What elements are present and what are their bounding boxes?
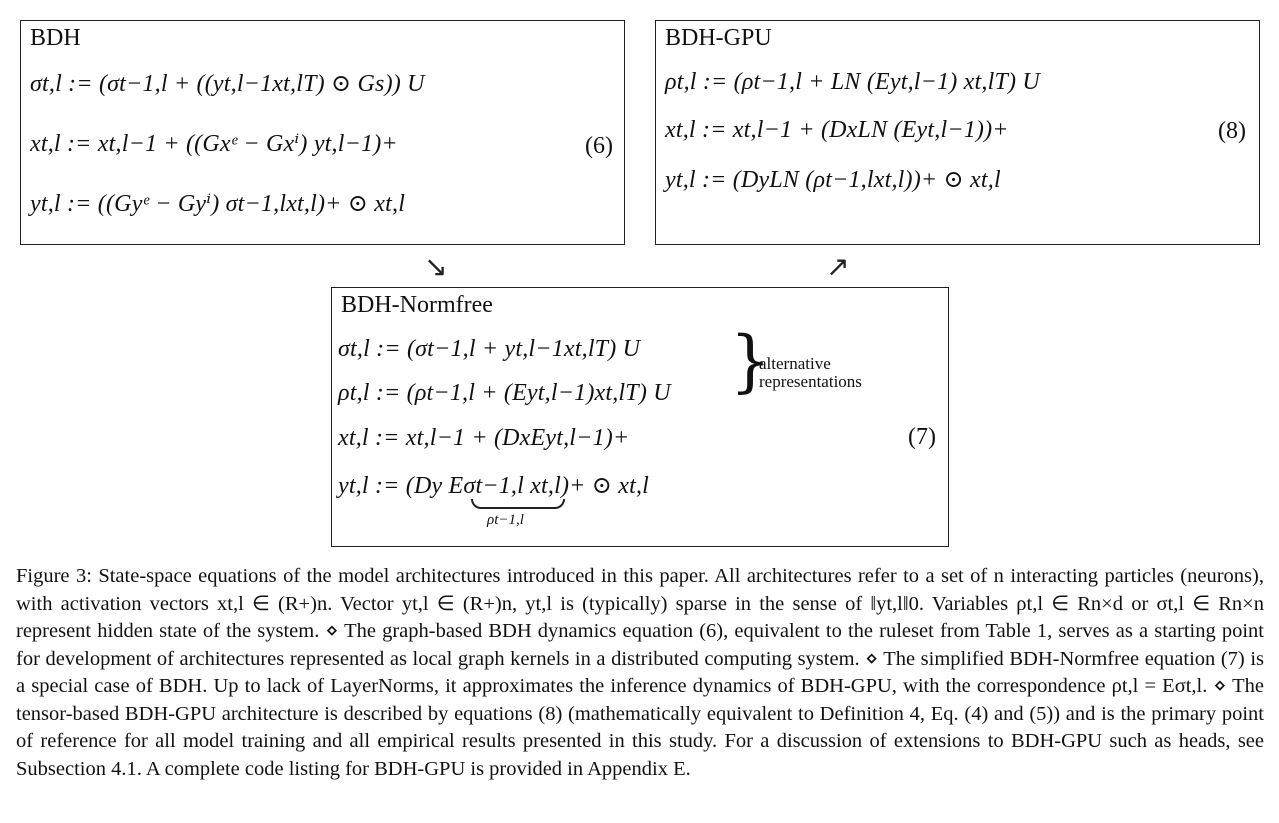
bdh-normfree-equation-x: xt,l := xt,l−1 + (DxEyt,l−1)+	[338, 425, 630, 451]
bdh-normfree-box	[331, 287, 949, 547]
bdh-normfree-equation-rho: ρt,l := (ρt−1,l + (Eyt,l−1)xt,lT) U	[338, 380, 671, 406]
bdh-gpu-equation-number: (8)	[1218, 118, 1246, 144]
arrow-up-right-icon: ↗	[826, 250, 850, 283]
right-brace-icon: }	[730, 323, 771, 401]
bdh-gpu-equation-rho: ρt,l := (ρt−1,l + LN (Eyt,l−1) xt,lT) U	[665, 69, 1040, 95]
bdh-gpu-equation-y: yt,l := (DyLN (ρt−1,lxt,l))+ ⊙ xt,l	[665, 167, 1001, 193]
bdh-normfree-equation-sigma: σt,l := (σt−1,l + yt,l−1xt,lT) U	[338, 336, 641, 362]
bdh-equation-sigma: σt,l := (σt−1,l + ((yt,l−1xt,lT) ⊙ Gs)) U	[30, 71, 425, 97]
alternative-label: alternative	[759, 354, 831, 373]
bdh-gpu-title: BDH-GPU	[665, 25, 772, 51]
bdh-equation-x: xt,l := xt,l−1 + ((Gxᵉ − Gxⁱ) yt,l−1)+	[30, 131, 398, 157]
bdh-normfree-equation-y: yt,l := (Dy Eσt−1,l xt,l)+ ⊙ xt,l	[338, 473, 650, 499]
figure-caption: Figure 3: State-space equations of the model architectures introduced in this paper. All architectures refer to a set of n interacting particles (neurons), with activation vectors xt,l ∈ (R+)n. Vector yt,l ∈ (R+)n, yt,l is (typically) sparse in the sense of ‖yt,l‖0. Variables ρt,l ∈ Rn×d or σt,l ∈ Rn×n represent hidden state of the system. ⋄ The graph-based BDH dynamics equation (6), equivalent to the ruleset from Table 1, serves as a starting point for development of architectures represented as local graph kernels in a distributed computing system. ⋄ The simplified BDH-Normfree equation (7) is a special case of BDH. Up to lack of LayerNorms, it approximates the inference dynamics of BDH-GPU, with the correspondence ρt,l = Eσt,l. ⋄ The tensor-based BDH-GPU architecture is described by equations (8) (mathematically equivalent to Definition 4, Eq. (4) and (5)) and is the primary point of reference for all model training and all empirical results presented in this study. For a discussion of extensions to BDH-GPU such as heads, see Subsection 4.1. A complete code listing for BDH-GPU is provided in Appendix E.	[16, 565, 1264, 780]
underbrace	[471, 499, 565, 509]
arrow-down-right-icon: ↘	[424, 250, 448, 283]
bdh-normfree-equation-number: (7)	[908, 424, 936, 450]
bdh-gpu-box	[655, 20, 1260, 245]
bdh-equation-number: (6)	[585, 133, 613, 159]
bdh-title: BDH	[30, 25, 81, 51]
bdh-box	[20, 20, 625, 245]
bdh-normfree-title: BDH-Normfree	[341, 292, 493, 318]
underbrace-label: ρt−1,l	[487, 512, 524, 528]
bdh-equation-y: yt,l := ((Gyᵉ − Gyⁱ) σt−1,lxt,l)+ ⊙ xt,l	[30, 191, 406, 217]
bdh-gpu-equation-x: xt,l := xt,l−1 + (DxLN (Eyt,l−1))+	[665, 117, 1009, 143]
representations-label: representations	[759, 372, 862, 391]
